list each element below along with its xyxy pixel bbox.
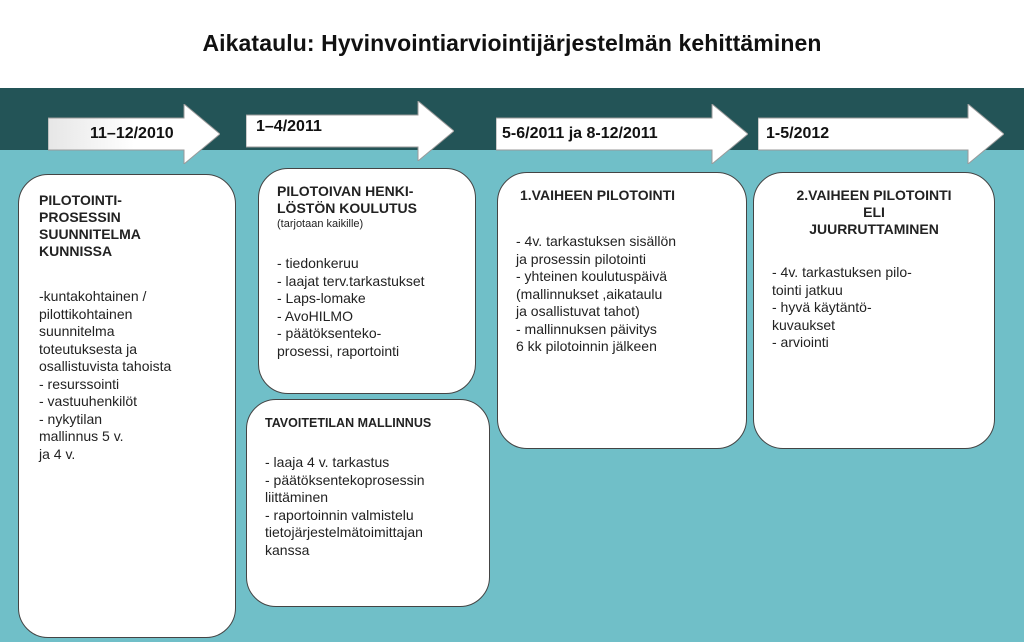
phase-arrow-4 — [758, 104, 1004, 164]
modelling-body: - laaja 4 v. tarkastus - päätöksentekoprosessin liittäminen - raportoinnin valmistelu tietojärjestelmätoimittajan kanssa — [265, 454, 425, 558]
phase2-box — [753, 172, 995, 449]
phase-arrow-3 — [496, 104, 748, 164]
phase1-title: 1.VAIHEEN PILOTOINTI — [520, 187, 676, 203]
training-title: PILOTOIVAN HENKI- LÖSTÖN KOULUTUS — [277, 183, 417, 216]
phase-arrow-2 — [246, 101, 454, 161]
modelling-box — [246, 399, 490, 607]
training-body: - tiedonkeruu - laajat terv.tarkastukset - Laps-lomake - AvoHILMO - päätöksenteko- prosessi, raportointi — [277, 255, 425, 359]
phase1-body: - 4v. tarkastuksen sisällön ja prosessin pilotointi - yhteinen koulutuspäivä (mallinnukset ,aikataulu ja osallistuvat tahot) - mallinnuksen päivitys 6 kk pilotoinnin jälkeen — [516, 233, 677, 354]
phase2-body: - 4v. tarkastuksen pilo- tointi jatkuu - hyvä käytäntö- kuvaukset - arviointi — [772, 264, 912, 350]
phase-arrow-label: 1–4/2011 — [256, 118, 322, 135]
phase-arrow-label: 1-5/2012 — [766, 125, 830, 142]
training-box — [258, 168, 476, 394]
phase-arrow-label: 5-6/2011 ja 8-12/2011 — [502, 125, 658, 142]
pilot-plan-body: -kuntakohtainen / pilottikohtainen suunnitelma toteutuksesta ja osallistuvista tahoista - resurssointi - vastuuhenkilöt - nykytilan mallinnus 5 v. ja 4 v. — [39, 288, 172, 462]
phase-arrow-label: 11–12/2010 — [90, 125, 174, 142]
phase2-title: 2.VAIHEEN PILOTOINTI ELI JUURRUTTAMINEN — [796, 187, 952, 237]
modelling-title: TAVOITETILAN MALLINNUS — [265, 416, 432, 430]
phase1-box — [497, 172, 747, 449]
phase-arrow-1 — [48, 104, 220, 164]
page-title: Aikataulu: Hyvinvointiarviointijärjestelmän kehittäminen — [202, 30, 822, 56]
pilot-plan-box — [18, 174, 236, 638]
training-note: (tarjotaan kaikille) — [277, 218, 364, 230]
pilot-plan-title: PILOTOINTI- PROSESSIN SUUNNITELMA KUNNISSA — [39, 192, 141, 259]
